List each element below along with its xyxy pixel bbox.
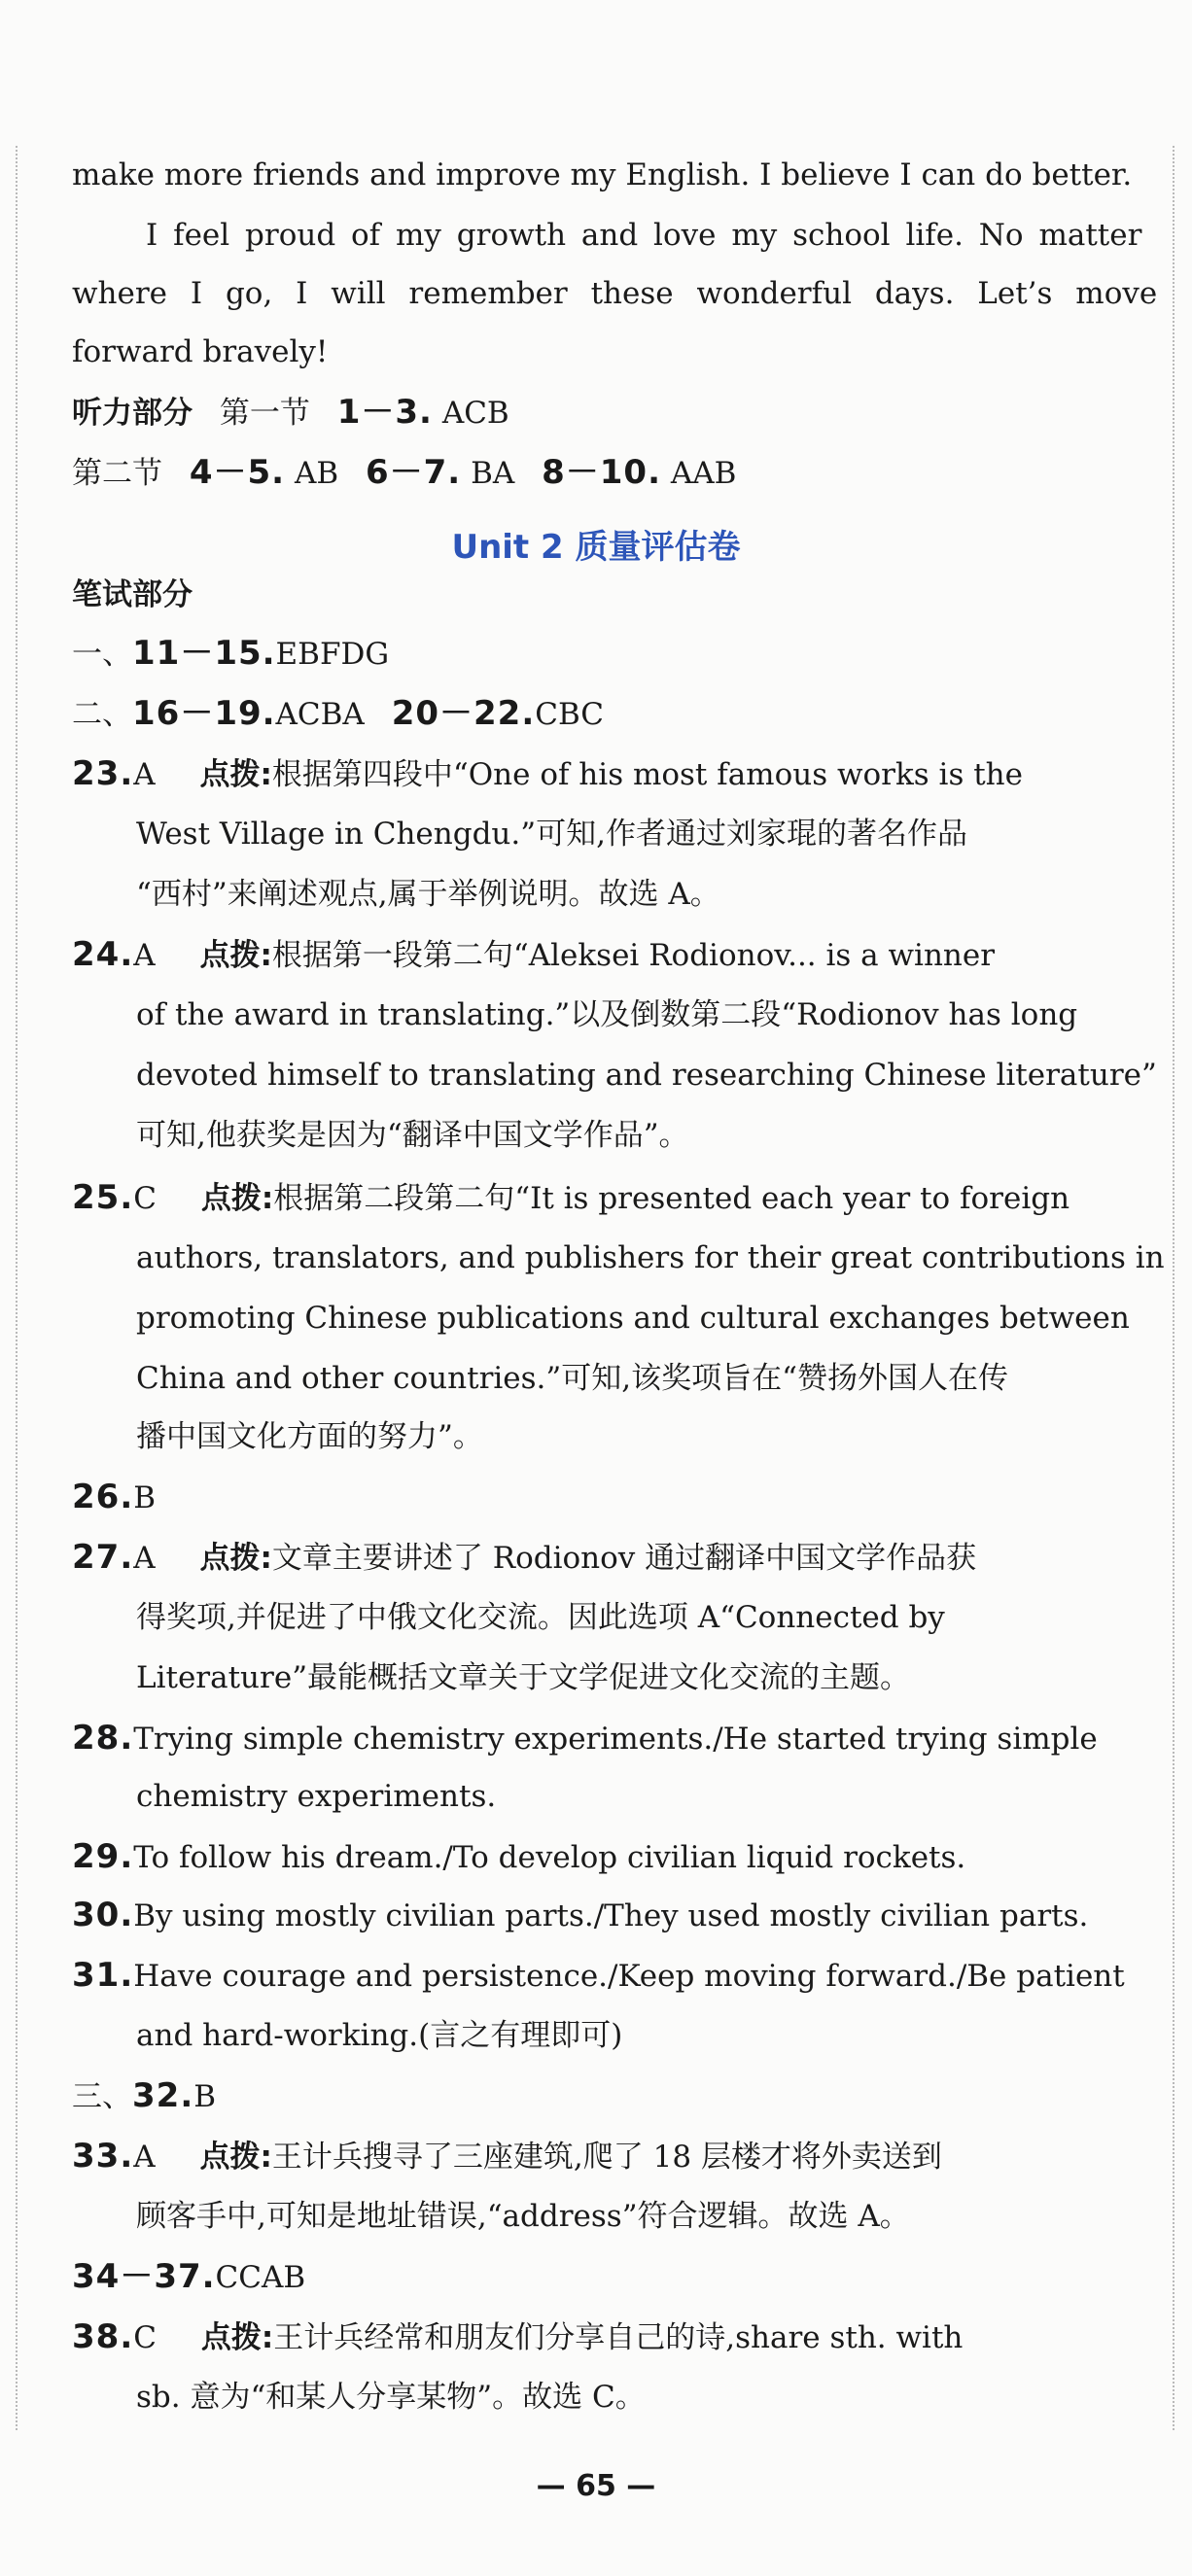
left-dotted-rule — [16, 146, 18, 2430]
question-number: 31. — [72, 1956, 134, 1995]
question-23 — [72, 754, 1023, 794]
explanation-line: authors, translators, and publishers for their great contributions in — [136, 1240, 1165, 1275]
question-number: 32. — [132, 2076, 194, 2115]
answer: A — [133, 757, 156, 792]
section-prefix: 三、 — [72, 2079, 132, 2114]
answer: B — [193, 2079, 217, 2114]
tip-label: 点拨: — [199, 938, 272, 973]
answer: B — [133, 1480, 157, 1515]
question-range: 34－37. — [72, 2257, 216, 2296]
section-label: 第一节 — [219, 396, 310, 431]
answers: AB — [294, 456, 339, 491]
answers: AAB — [670, 456, 737, 491]
listening-part-2 — [72, 453, 736, 493]
answer-line: chemistry experiments. — [136, 1779, 497, 1814]
tip-label: 点拨: — [199, 1541, 272, 1576]
question-number: 29. — [72, 1837, 134, 1876]
question-33 — [72, 2137, 942, 2176]
answer: A — [133, 2140, 156, 2175]
question-range: 20－22. — [391, 694, 536, 733]
question-32 — [72, 2076, 216, 2116]
section-prefix: 一、 — [72, 637, 132, 672]
answer-line: To follow his dream./To develop civilian liquid rockets. — [133, 1840, 966, 1875]
answer-line: Have courage and persistence./Keep moving forward./Be patient — [133, 1959, 1125, 1994]
question-26 — [72, 1478, 156, 1517]
section-prefix: 二、 — [72, 697, 132, 732]
question-number: 25. — [72, 1178, 134, 1217]
question-number: 33. — [72, 2137, 134, 2176]
question-27 — [72, 1538, 976, 1578]
explanation-line: 王计兵搜寻了三座建筑,爬了 18 层楼才将外卖送到 — [271, 2140, 942, 2175]
explanation-line: sb. 意为“和某人分享某物”。故选 C。 — [136, 2380, 646, 2415]
tip-label: 点拨: — [199, 757, 272, 792]
explanation-line: 根据第一段第二句“Aleksei Rodionov... is a winner — [271, 938, 996, 973]
question-number: 27. — [72, 1538, 134, 1577]
answer: C — [133, 1181, 157, 1216]
tip-label: 点拨: — [200, 2320, 274, 2355]
question-28 — [72, 1719, 1098, 1758]
essay-line: forward bravely! — [72, 334, 329, 369]
explanation-line: devoted himself to translating and researching Chinese literature” — [136, 1058, 1157, 1093]
answers: CCAB — [215, 2260, 306, 2295]
explanation-line: “西村”来阐述观点,属于举例说明。故选 A。 — [136, 877, 720, 912]
page-number: — 65 — — [536, 2469, 656, 2503]
question-31 — [72, 1956, 1125, 1996]
question-number: 38. — [72, 2317, 134, 2356]
question-range: 16－19. — [132, 694, 276, 733]
essay-line: where I go, I will remember these wonderful days. Let’s move — [72, 276, 1158, 311]
written-part-label: 笔试部分 — [72, 577, 193, 612]
explanation-line: Literature”最能概括文章关于文学促进文化交流的主题。 — [136, 1660, 911, 1695]
answer-line: By using mostly civilian parts./They used mostly civilian parts. — [133, 1898, 1089, 1933]
listening-part-1 — [72, 393, 509, 433]
explanation-line: 可知,他获奖是因为“翻译中国文学作品”。 — [136, 1118, 689, 1153]
answer: A — [133, 1541, 156, 1576]
answer: A — [133, 938, 156, 973]
question-number: 24. — [72, 935, 134, 974]
explanation-line: promoting Chinese publications and cultural exchanges between — [136, 1301, 1130, 1336]
answers: ACBA — [275, 697, 365, 732]
question-number: 23. — [72, 754, 134, 793]
question-range: 1－3. — [336, 393, 433, 432]
explanation-line: 根据第四段中“One of his most famous works is the — [271, 757, 1023, 792]
question-range: 8－10. — [542, 453, 661, 492]
answer-line: Trying simple chemistry experiments./He started trying simple — [133, 1722, 1098, 1757]
explanation-line: 播中国文化方面的努力”。 — [136, 1419, 483, 1454]
explanation-line: of the award in translating.”以及倒数第二段“Rodionov has long — [136, 997, 1078, 1032]
question-range: 4－5. — [189, 453, 286, 492]
explanation-line: China and other countries.”可知,该奖项旨在“赞扬外国人在传 — [136, 1361, 1008, 1396]
explanation-line: 王计兵经常和朋友们分享自己的诗,share sth. with — [273, 2320, 964, 2355]
question-block-1 — [72, 634, 389, 674]
essay-line: make more friends and improve my English. I believe I can do better. — [72, 157, 1133, 192]
explanation-line: 顾客手中,可知是地址错误,“address”符合逻辑。故选 A。 — [136, 2199, 910, 2234]
unit-title: Unit 2 质量评估卷 — [451, 528, 741, 567]
explanation-line: 根据第二段第二句“It is presented each year to foreign — [273, 1181, 1070, 1216]
question-38 — [72, 2317, 963, 2357]
question-number: 26. — [72, 1478, 134, 1516]
explanation-line: 得奖项,并促进了中俄文化交流。因此选项 A“Connected by — [136, 1600, 945, 1635]
right-dotted-rule — [1173, 146, 1174, 2430]
answers: CBC — [535, 697, 605, 732]
question-range: 6－7. — [365, 453, 462, 492]
tip-label: 点拨: — [199, 2140, 272, 2175]
explanation-line: 文章主要讲述了 Rodionov 通过翻译中国文学作品获 — [271, 1541, 977, 1576]
answer: C — [133, 2320, 157, 2355]
section-label: 第二节 — [72, 456, 162, 491]
question-number: 28. — [72, 1719, 134, 1758]
explanation-line: West Village in Chengdu.”可知,作者通过刘家琨的著名作品 — [136, 817, 967, 852]
essay-line: I feel proud of my growth and love my school life. No matter — [146, 218, 1142, 253]
question-29 — [72, 1837, 965, 1877]
answer-line: and hard-working.(言之有理即可) — [136, 2018, 623, 2053]
question-25 — [72, 1178, 1069, 1218]
answers: EBFDG — [275, 637, 390, 672]
answers: ACB — [441, 396, 509, 431]
question-24 — [72, 935, 995, 975]
tip-label: 点拨: — [200, 1181, 274, 1216]
question-number: 30. — [72, 1896, 134, 1934]
question-34-37 — [72, 2257, 305, 2297]
question-range: 11－15. — [132, 634, 276, 673]
listening-label: 听力部分 — [72, 396, 193, 431]
answers: BA — [471, 456, 515, 491]
question-30 — [72, 1896, 1088, 1935]
question-block-2 — [72, 694, 604, 734]
